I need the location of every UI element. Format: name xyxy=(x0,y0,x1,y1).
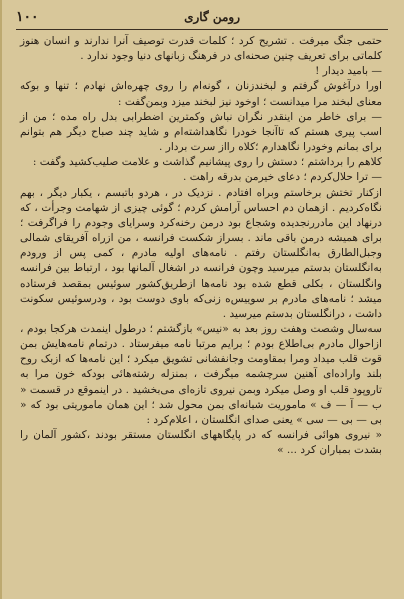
paragraph: کلاهم را برداشتم ؛ دستش را روی پیشانیم گذاشت و علامت صلیب‌کشید وگفت : xyxy=(32,156,382,169)
page-body xyxy=(20,34,382,593)
paragraph: ازکنار تختش برخاستم وبراه افتادم . نزدیک در ، هردو باتبسم ، یکبار دیگر ، بهم نگاه‌کردیم . ازهمان دم احساس آرامش کردم ؛ گوئی چیزی از شهامت وجرأت ، که درنهاد این مادررنجدیده وشجاع بود درمن رخنه‌کرد وسرایای وجودم را فراگرفت ؛ برای همیشه درمن باقی ماند . بسراز شکست فرانسه ، من ازراه آفریقای شمالی وجبل‌الطارق به‌انگلستان رفتم . نامه‌های اولیه مادرم ، کمی پس از ورودم به‌انگلستان بدستم میرسید وچون فرانسه در اشغال آلمانها بود ، ارتباط بین فرانسه وانگلستان ، بکلی قطع شده بود نامه‌ها ازطریق‌کشور سوئیس بمقصد فرستاده میشد ؛ نامه‌های مادرم بر سوییس‌ه زنی‌که باوی دوست بود ، ودرسوئیس سکونت داشت ، درانگلستان بدستم میرسید . xyxy=(20,186,382,320)
running-title: رومن گاری xyxy=(184,10,240,24)
paragraph: حتمی جنگ میرفت . تشریح کرد ؛ کلمات قدرت توصیف آنرا ندارند و انسان هنوز کلماتی برای تعریف چنین صحنه‌ای در فرهنگ زبانهای دنیا وجود ندارد . xyxy=(20,35,382,63)
header-rule xyxy=(16,29,388,30)
paragraph: — برای خاطر من اینقدر نگران نباش وکمترین اضطرابی بدل راه مده ؛ من از اسب پیری هستم که تاآنجا خودرا نگاهداشته‌ام و شاید چند صباح دیگر هم بتوانم برای بمانم وخودرا نگاهدارم ؛کلاه رااز سرت بردار . xyxy=(20,110,382,154)
page-header xyxy=(16,6,380,28)
paragraph: « نیروی هوائی فرانسه که در پایگاههای انگلستان مستقر بودند ،کشور آلمان را بشدت بمباران کرد ... » xyxy=(20,429,382,457)
page-number: ۱۰۰ xyxy=(16,9,39,25)
paragraph: اورا درآغوش گرفتم و لبخندزنان ، گونه‌ام را روی چهره‌اش نهادم ؛ تنها و بوکه معنای لبخند مرا میدانست ؛ اوخود نیز لبخند میزد وبمن‌گفت : xyxy=(20,80,382,108)
paragraph: — ترا حلال‌کردم ؛ دعای خیرمن بدرقه راهت . xyxy=(182,171,382,184)
paragraph: سه‌سال وشصت وهفت روز بعد به «نیس» بازگشتم ؛ درطول اینمدت هرکجا بودم ، ازاحوال مادرم بی‌اطلاع بودم ؛ برایم مرتبا نامه میفرستاد . درتمام نامه‌هایش بمن قوت قلب میداد ومرا بمقاومت وجانفشانی تشویق میکرد ؛ این نامه‌ها که ازبک روح بلند واراده‌ای آهنین سرچشمه میگرفت ، بمنزله رشته‌هائی بودکه خون مرا به تاروپود قلب او وصل میکرد وبمن نیروی تازه‌ای می‌بخشید . در اینموقع در قسمت « ب — آ — ف » ماموریت شبانه‌ای بمن محول شد ؛ این همان ماموریتی بود که « بی — بی — سی » یعنی صدای انگلستان ، اعلام‌کرد : xyxy=(20,322,382,426)
paragraph: — بامید دیدار ! xyxy=(315,65,382,78)
